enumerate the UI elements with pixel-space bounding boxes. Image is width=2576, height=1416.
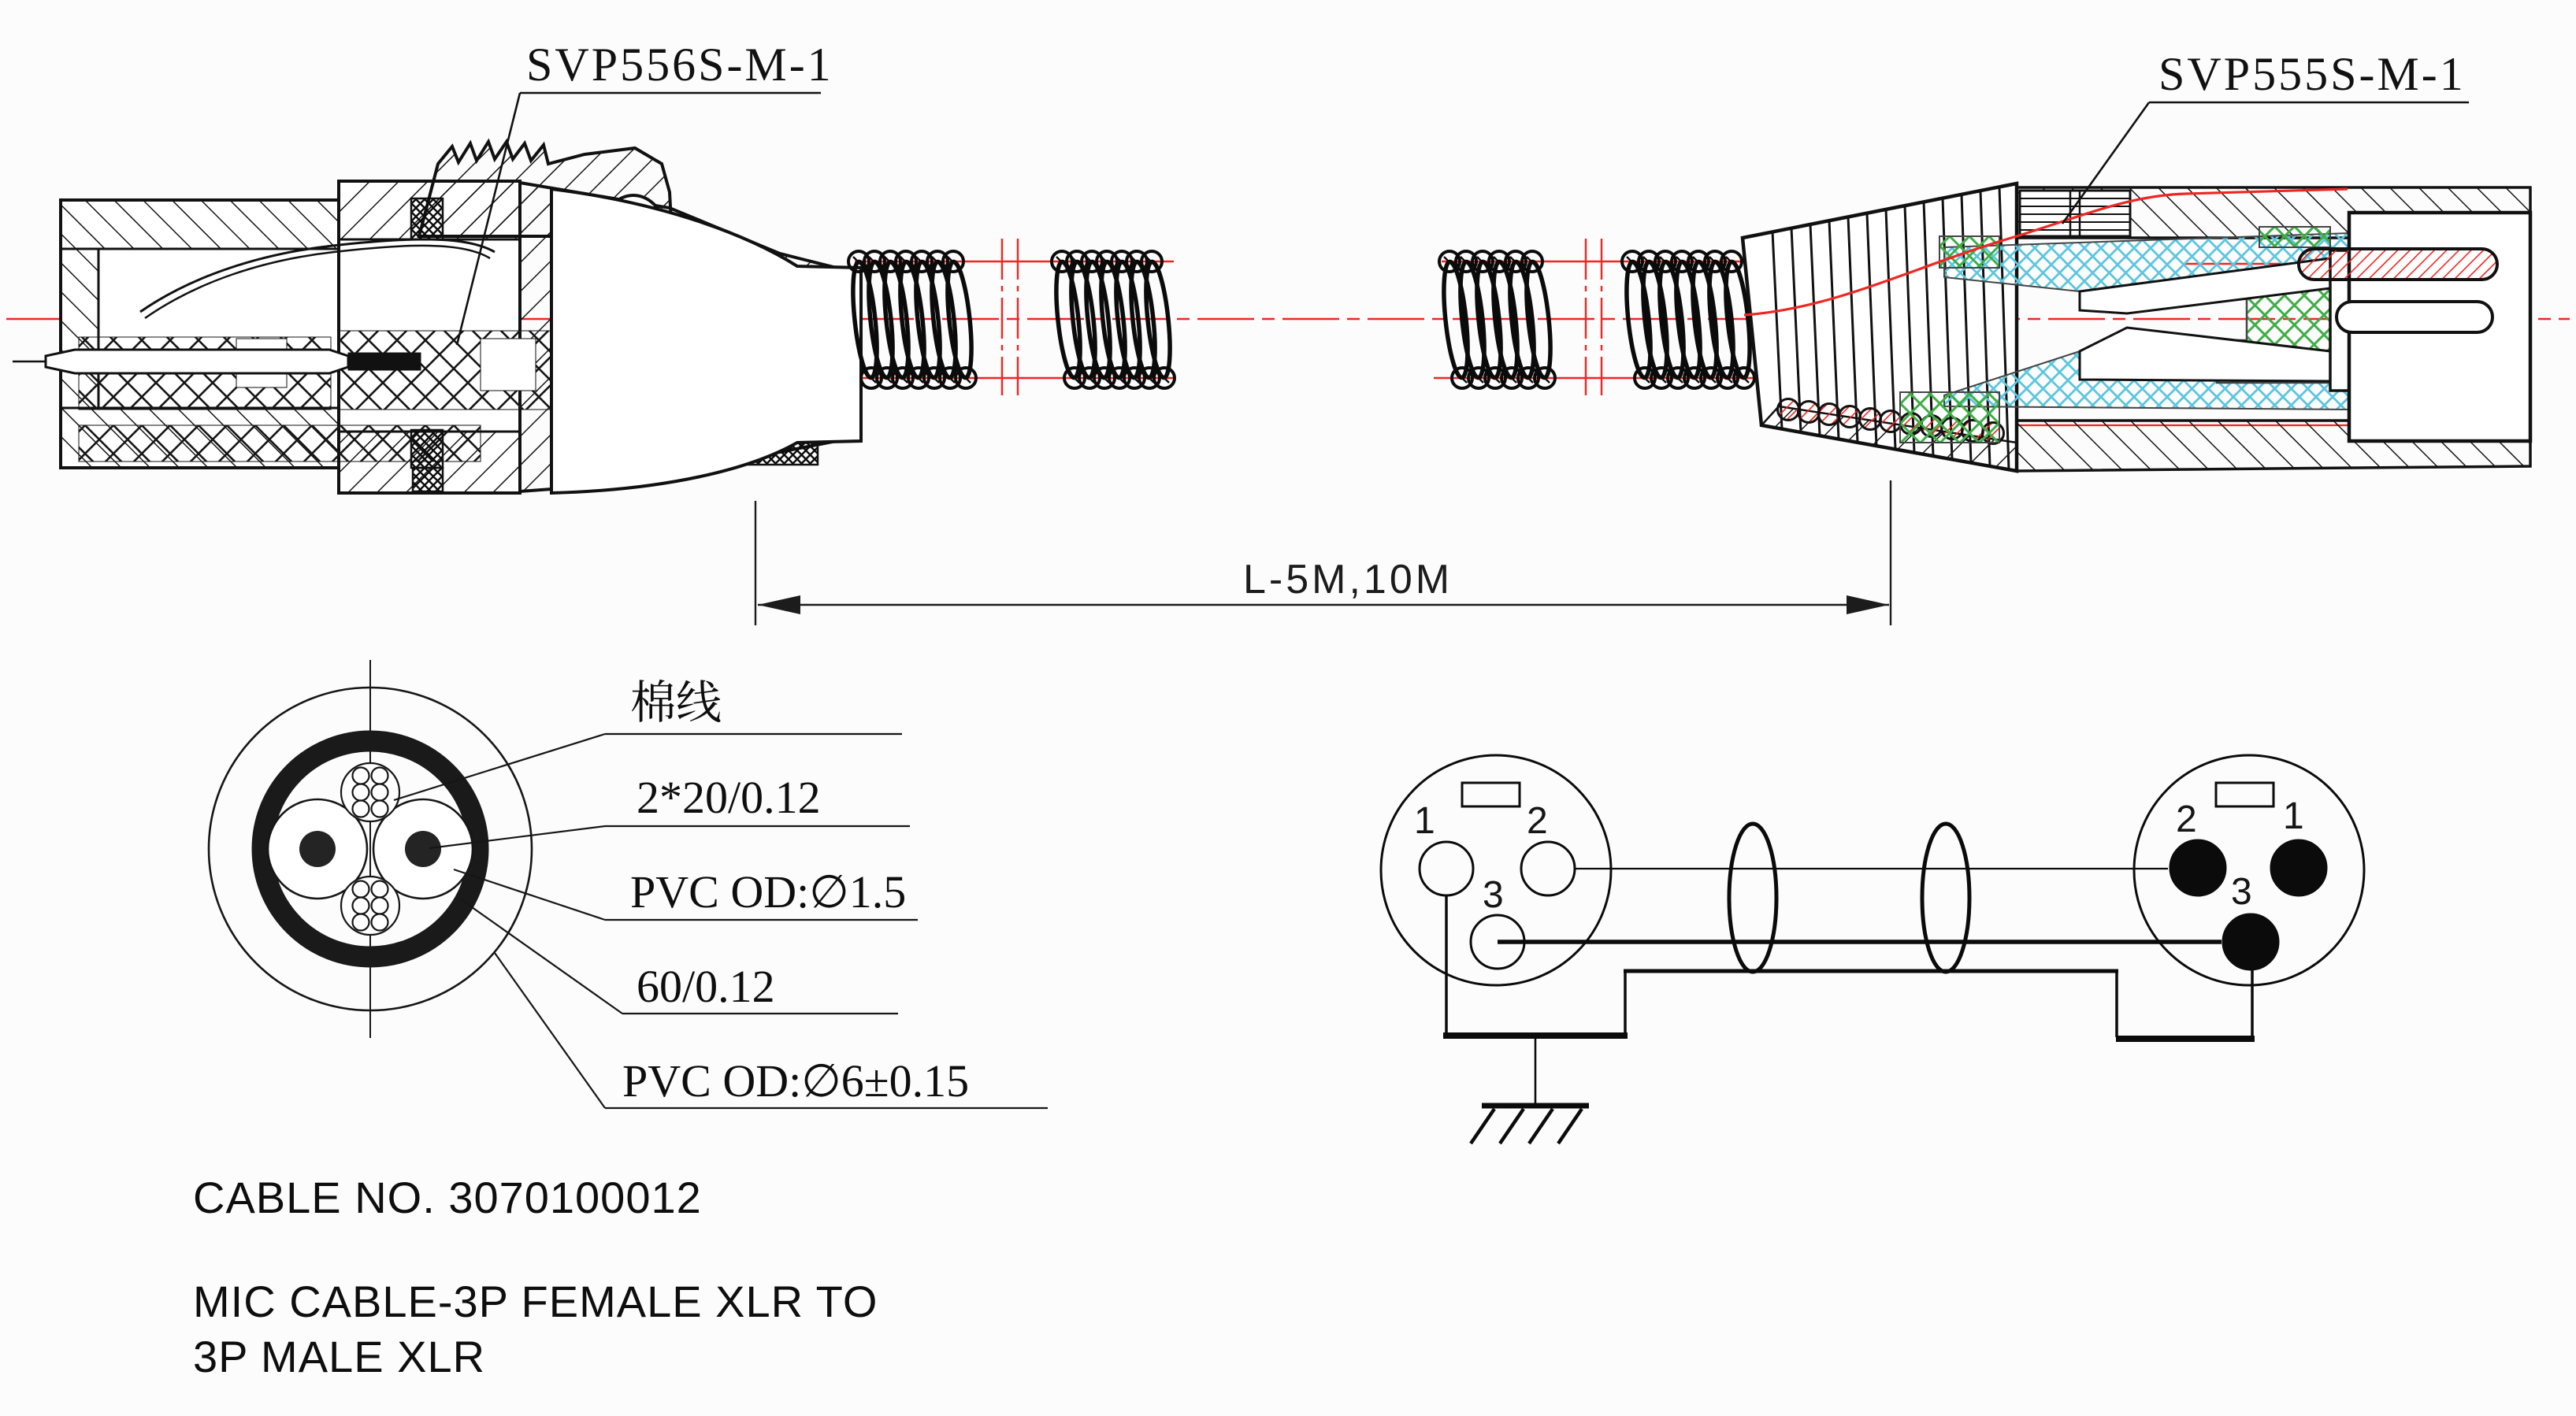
notes: [193, 1173, 878, 1381]
dimension-text: L-5M,10M: [1243, 557, 1453, 602]
pin-label: 2: [2176, 799, 2197, 840]
label-right-connector: SVP555S-M-1: [2158, 48, 2466, 100]
dimension: [755, 480, 1891, 625]
note-description-1: MIC CABLE-3P FEMALE XLR TO: [193, 1277, 878, 1326]
pin-2-right: [2170, 840, 2226, 896]
male-connector-drawing: [1743, 183, 2530, 471]
wiring-right-connector-face: [2134, 755, 2364, 985]
female-connector-drawing: [13, 142, 861, 493]
ground-symbol: [1471, 1039, 1589, 1144]
pin-label: 3: [2231, 871, 2252, 913]
cotton-filler-bottom: [341, 877, 399, 935]
pin-2-left: [1521, 842, 1575, 895]
wiring-left-connector-face: [1381, 755, 1611, 985]
pin-label: 1: [2283, 795, 2304, 837]
pin-1-left: [1420, 842, 1473, 895]
pin-label: 1: [1414, 800, 1435, 842]
label-jacket-od: PVC OD:∅6±0.15: [622, 1055, 970, 1106]
keyway: [2216, 783, 2273, 806]
male-pin-hot: [2299, 249, 2497, 280]
shield-bus: [1443, 895, 2255, 1039]
label-conductor-spec: 2*20/0.12: [637, 772, 821, 823]
note-description-2: 3P MALE XLR: [193, 1332, 486, 1381]
cable-symbol: [1922, 824, 1969, 972]
note-cable-no: CABLE NO. 3070100012: [193, 1173, 702, 1222]
pin-label: 2: [1527, 800, 1548, 842]
label-cotton-thread: 棉线: [630, 677, 722, 728]
pin-label: 3: [1483, 874, 1504, 916]
pin-3-right: [2222, 914, 2279, 970]
dimension-arrow-left: [758, 595, 800, 614]
label-shield-spec: 60/0.12: [637, 961, 775, 1012]
cable-cross-section: [209, 660, 1048, 1108]
xlr-wiring-diagram: [1381, 755, 2364, 1144]
cable-symbol: [1729, 824, 1776, 972]
keyway: [1462, 783, 1520, 806]
contact-pin: [46, 350, 348, 373]
label-core-od: PVC OD:∅1.5: [630, 866, 907, 917]
cotton-filler-top: [341, 763, 399, 821]
dimension-arrow-right: [1847, 595, 1889, 614]
pin-1-right: [2270, 840, 2327, 896]
male-pin: [2337, 302, 2492, 332]
label-left-connector: SVP556S-M-1: [526, 39, 833, 91]
green-insulation: [2259, 227, 2330, 247]
green-insulation: [1900, 392, 1999, 443]
